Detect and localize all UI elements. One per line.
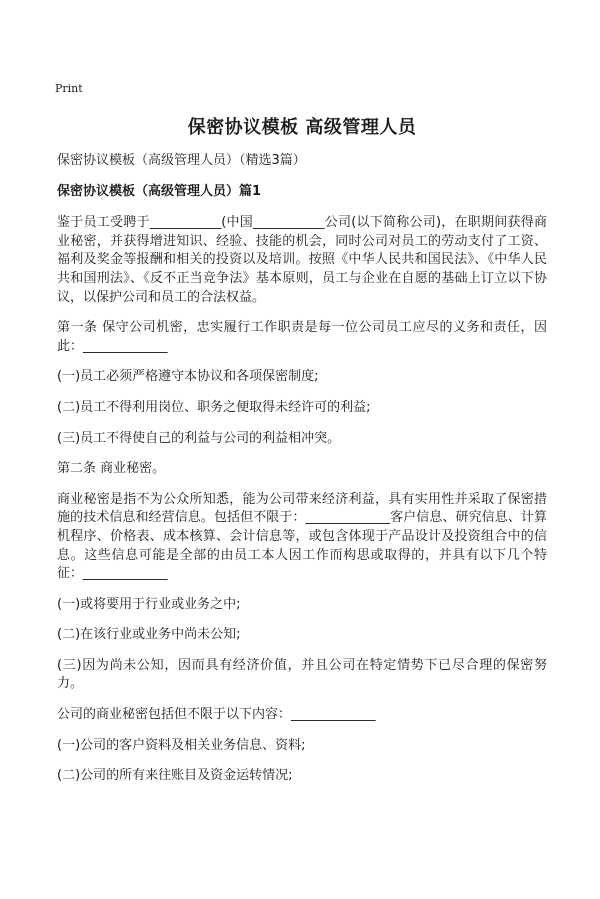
- list-item: (一)员工必须严格遵守本协议和各项保密制度;: [57, 369, 319, 385]
- list-item: (二)公司的所有来往账目及资金运转情况;: [57, 768, 293, 784]
- paragraph-trade-secret-definition: 商业秘密是指不为公众所知悉，能为公司带来经济利益，具有实用性并采取了保密措施的技术信息和经营信息。包括但不限于：_____________客户信息、研究信息、计算机程序、价格表、成本核算、会计信息等，或包含体现于产品设计及投资组合中的信息。这些信息可能是全部的由员工本人因工作而构思或取得的，并具有以下几个特征：_____________: [57, 491, 547, 582]
- paragraph-article-2: 第二条 商业秘密。: [57, 461, 166, 477]
- print-link[interactable]: Print: [55, 82, 83, 95]
- list-item: (二)员工不得利用岗位、职务之便取得未经许可的利益;: [57, 399, 371, 415]
- paragraph-article-1: 第一条 保守公司机密，忠实履行工作职责是每一位公司员工应尽的义务和责任，因此：_____________: [57, 320, 547, 354]
- list-item: (二)在该行业或业务中尚未公知;: [57, 627, 241, 643]
- document-page: [57, 82, 547, 786]
- paragraph-trade-secret-contents: 公司的商业秘密包括但不限于以下内容：_____________: [57, 707, 376, 723]
- list-item: (一)或将要用于行业或业务之中;: [57, 596, 241, 612]
- paragraph-preamble: 鉴于员工受聘于___________(中国___________公司(以下简称公司)，在职期间获得商业秘密，并获得增进知识、经验、技能的机会，同时公司对员工的劳动支付了工资、福利及奖金等报酬和相关的投资以及培训。按照《中华人民共和国民法》、《中华人民共和国刑法》、《反不正当竞争法》基本原则，员工与企业在自愿的基础上订立以下协议，以保护公司和员工的合法权益。: [57, 215, 547, 305]
- document-subtitle: 保密协议模板（高级管理人员）（精选3篇）: [57, 153, 306, 168]
- list-item: (一)公司的客户资料及相关业务信息、资料;: [57, 737, 306, 753]
- list-item: (三)员工不得使自己的利益与公司的利益相冲突。: [57, 430, 341, 446]
- section-heading: 保密协议模板（高级管理人员）篇1: [57, 183, 262, 199]
- list-item: (三)因为尚未公知，因而具有经济价值，并且公司在特定情势下已尽合理的保密努力。: [57, 657, 547, 692]
- page-title: 保密协议模板 高级管理人员: [187, 117, 417, 138]
